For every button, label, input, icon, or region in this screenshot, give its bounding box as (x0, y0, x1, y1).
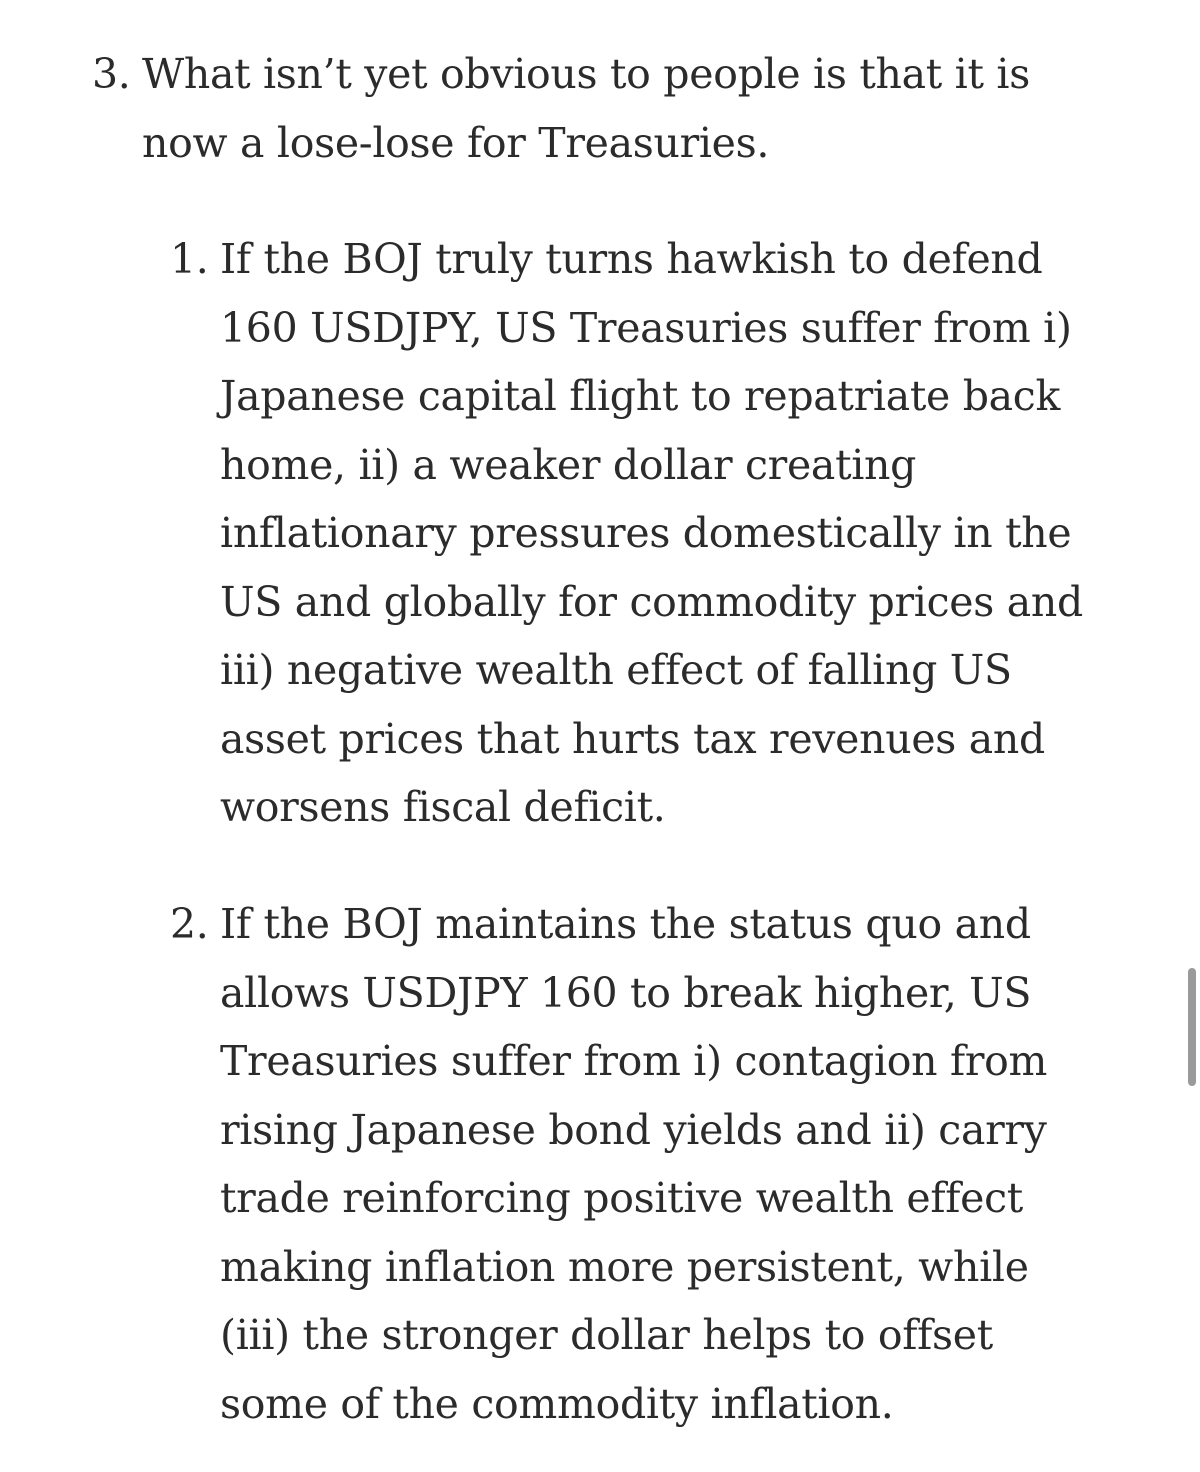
text-line: If the BOJ maintains the status quo and (220, 900, 1031, 948)
text-line: If the BOJ truly turns hawkish to defend (220, 235, 1043, 283)
text-line: allows USDJPY 160 to break higher, US (220, 968, 1032, 1017)
text-line: making inflation more persistent, while (220, 1242, 1029, 1291)
text-line: US and globally for commodity prices and (220, 577, 1083, 626)
text-line: home, ii) a weaker dollar creating (220, 440, 917, 489)
list-number: 1. (170, 235, 209, 283)
text-line: inflationary pressures domestically in the (220, 509, 1072, 557)
text-line: rising Japanese bond yields and ii) carry (220, 1105, 1047, 1154)
scrollbar-thumb[interactable] (1188, 968, 1196, 1086)
sub-list-item-1 (170, 225, 1180, 842)
text-line: Treasuries suffer from i) contagion from (220, 1037, 1048, 1085)
text-line: now a lose-lose for Treasuries. (142, 118, 770, 167)
list-item-3 (92, 40, 1182, 177)
text-line: trade reinforcing positive wealth effect (220, 1174, 1023, 1222)
text-line: 160 USDJPY, US Treasuries suffer from i) (220, 303, 1072, 352)
sub-list-item-2 (170, 890, 1180, 1438)
text-line: some of the commodity inflation. (220, 1379, 894, 1428)
text-line: asset prices that hurts tax revenues and (220, 714, 1045, 763)
list-number: 2. (170, 900, 209, 948)
text-line: worsens fiscal deficit. (220, 783, 666, 831)
list-number: 3. (92, 50, 131, 98)
text-line: Japanese capital flight to repatriate back (220, 372, 1061, 420)
text-line: What isn’t yet obvious to people is that it is (142, 50, 1030, 98)
text-line: iii) negative wealth effect of falling US (220, 646, 1012, 694)
text-line: (iii) the stronger dollar helps to offset (220, 1311, 993, 1359)
